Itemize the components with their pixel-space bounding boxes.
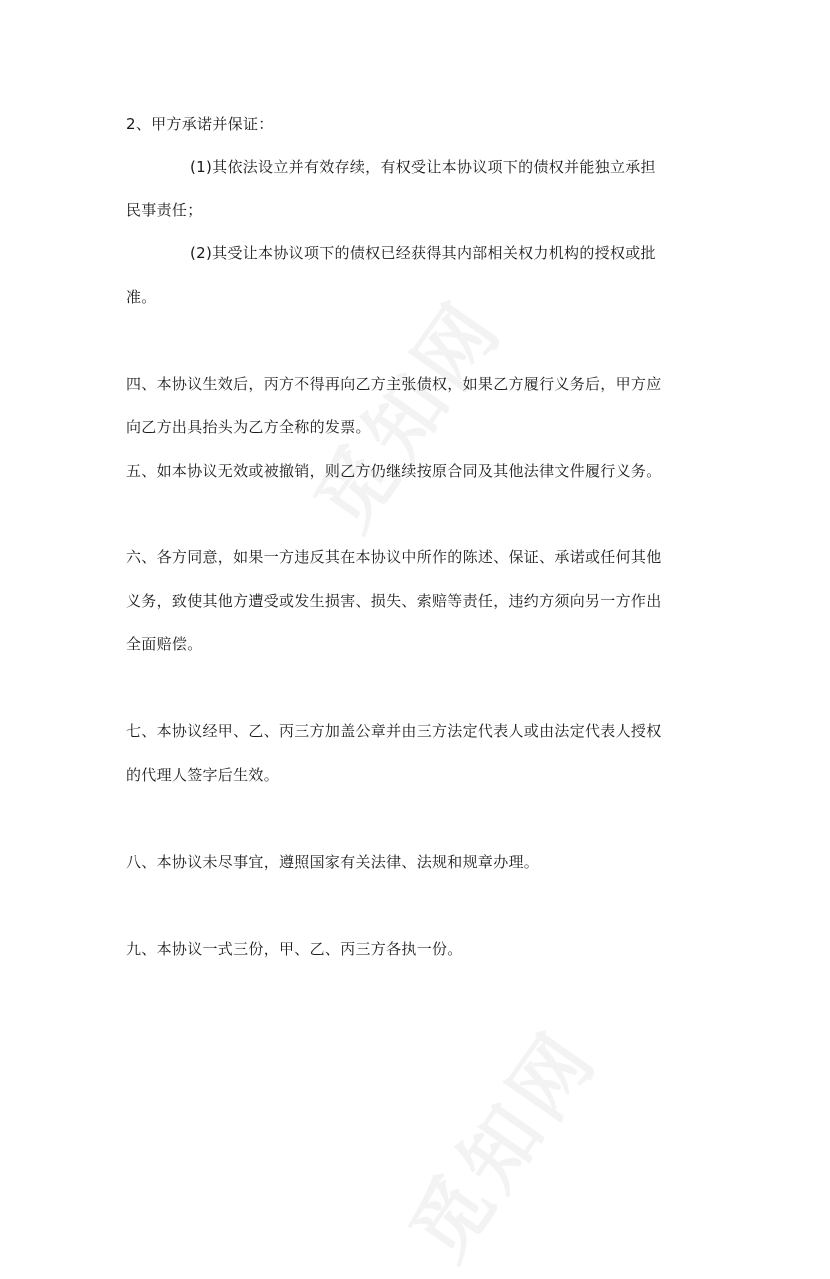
clause-6-line-2: 义务，致使其他方遭受或发生损害、损失、索赔等责任，违约方须向另一方作出 [126,592,662,610]
watermark [284,273,524,549]
clause-4-line-2: 向乙方出具抬头为乙方全称的发票。 [126,418,371,436]
clause-6-line-1: 六、各方同意，如果一方违反其在本协议中所作的陈述、保证、承诺或任何其他 [126,548,662,566]
clause-5: 五、如本协议无效或被撤销，则乙方仍继续按原合同及其他法律文件履行义务。 [126,462,662,480]
clause-7-line-1: 七、本协议经甲、乙、丙三方加盖公章并由三方法定代表人或由法定代表人授权 [126,722,662,740]
clause-4-line-1: 四、本协议生效后，丙方不得再向乙方主张债权，如果乙方履行义务后，甲方应 [126,375,662,393]
clause-2-item-2: (2)其受让本协议项下的债权已经获得其内部相关权力机构的授权或批 [190,244,656,262]
watermark [379,1003,619,1279]
clause-2-item-1-cont: 民事责任； [126,201,203,219]
clause-7-line-2: 的代理人签字后生效。 [126,766,280,784]
clause-9: 九、本协议一式三份，甲、乙、丙三方各执一份。 [126,940,463,958]
clause-2-heading: 2、甲方承诺并保证： [126,115,274,133]
clause-8: 八、本协议未尽事宜，遵照国家有关法律、法规和规章办理。 [126,853,540,871]
clause-2-item-1: (1)其依法设立并有效存续，有权受让本协议项下的债权并能独立承担 [190,158,656,176]
clause-2-item-2-cont: 准。 [126,288,157,306]
clause-6-line-3: 全面赔偿。 [126,635,203,653]
